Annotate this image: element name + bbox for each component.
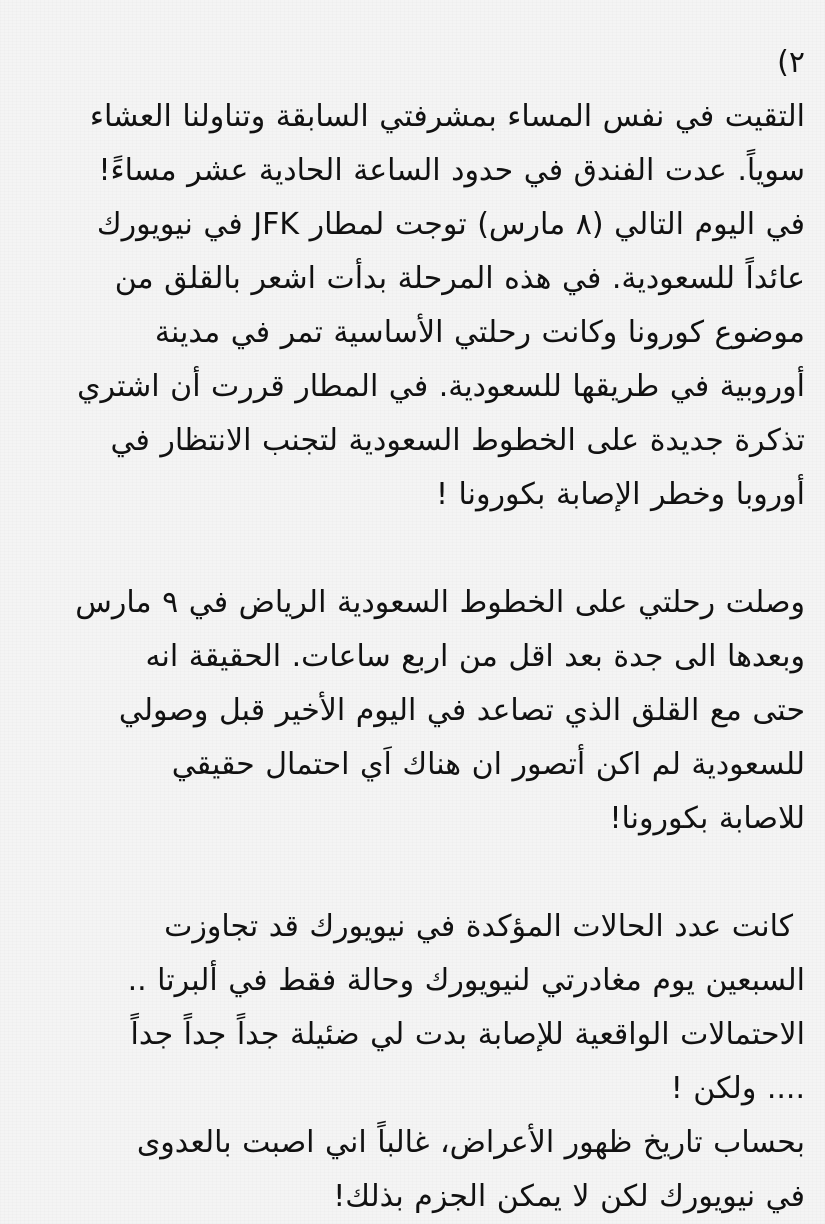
paragraph-break bbox=[40, 522, 805, 576]
note-line: أوروبية في طريقها للسعودية. في المطار قررت أن اشتري bbox=[77, 369, 805, 404]
note-line: وصلت رحلتي على الخطوط السعودية الرياض في ٩ مارس bbox=[75, 585, 805, 620]
note-line: موضوع كورونا وكانت رحلتي الأساسية تمر في مدينة bbox=[154, 315, 805, 350]
note-line: سوياً. عدت الفندق في حدود الساعة الحادية عشر مساءً! bbox=[98, 153, 805, 188]
note-text bbox=[40, 36, 805, 1224]
note-line: للاصابة بكورونا! bbox=[609, 801, 805, 836]
note-line: وبعدها الى جدة بعد اقل من اربع ساعات. الحقيقة انه bbox=[145, 639, 805, 674]
note-line: للسعودية لم اكن أتصور ان هناك اَي احتمال حقيقي bbox=[171, 747, 805, 782]
paragraph-break bbox=[40, 846, 805, 900]
note-line: في نيويورك لكن لا يمكن الجزم بذلك! bbox=[333, 1179, 805, 1214]
note-line: بحساب تاريخ ظهور الأعراض، غالباً اني اصبت بالعدوى bbox=[136, 1125, 805, 1160]
note-line: كانت عدد الحالات المؤكدة في نيويورك قد تجاوزت bbox=[164, 909, 793, 944]
section-number: ٢) bbox=[777, 45, 805, 80]
note-line: في اليوم التالي (٨ مارس) توجت لمطار JFK في نيويورك bbox=[96, 207, 805, 242]
note-line: تذكرة جديدة على الخطوط السعودية لتجنب الانتظار في bbox=[110, 423, 805, 458]
note-line: الاحتمالات الواقعية للإصابة بدت لي ضئيلة جداً جداً جداً bbox=[130, 1017, 805, 1052]
note-line: حتى مع القلق الذي تصاعد في اليوم الأخير قبل وصولي bbox=[118, 693, 805, 728]
note-line: التقيت في نفس المساء بمشرفتي السابقة وتناولنا العشاء bbox=[89, 99, 805, 134]
note-line: عائداً للسعودية. في هذه المرحلة بدأت اشعر بالقلق من bbox=[114, 261, 805, 296]
note-line: أوروبا وخطر الإصابة بكورونا ! bbox=[435, 477, 805, 512]
note-line: السبعين يوم مغادرتي لنيويورك وحالة فقط في ألبرتا .. bbox=[127, 963, 805, 998]
note-line: .... ولكن ! bbox=[670, 1071, 805, 1106]
